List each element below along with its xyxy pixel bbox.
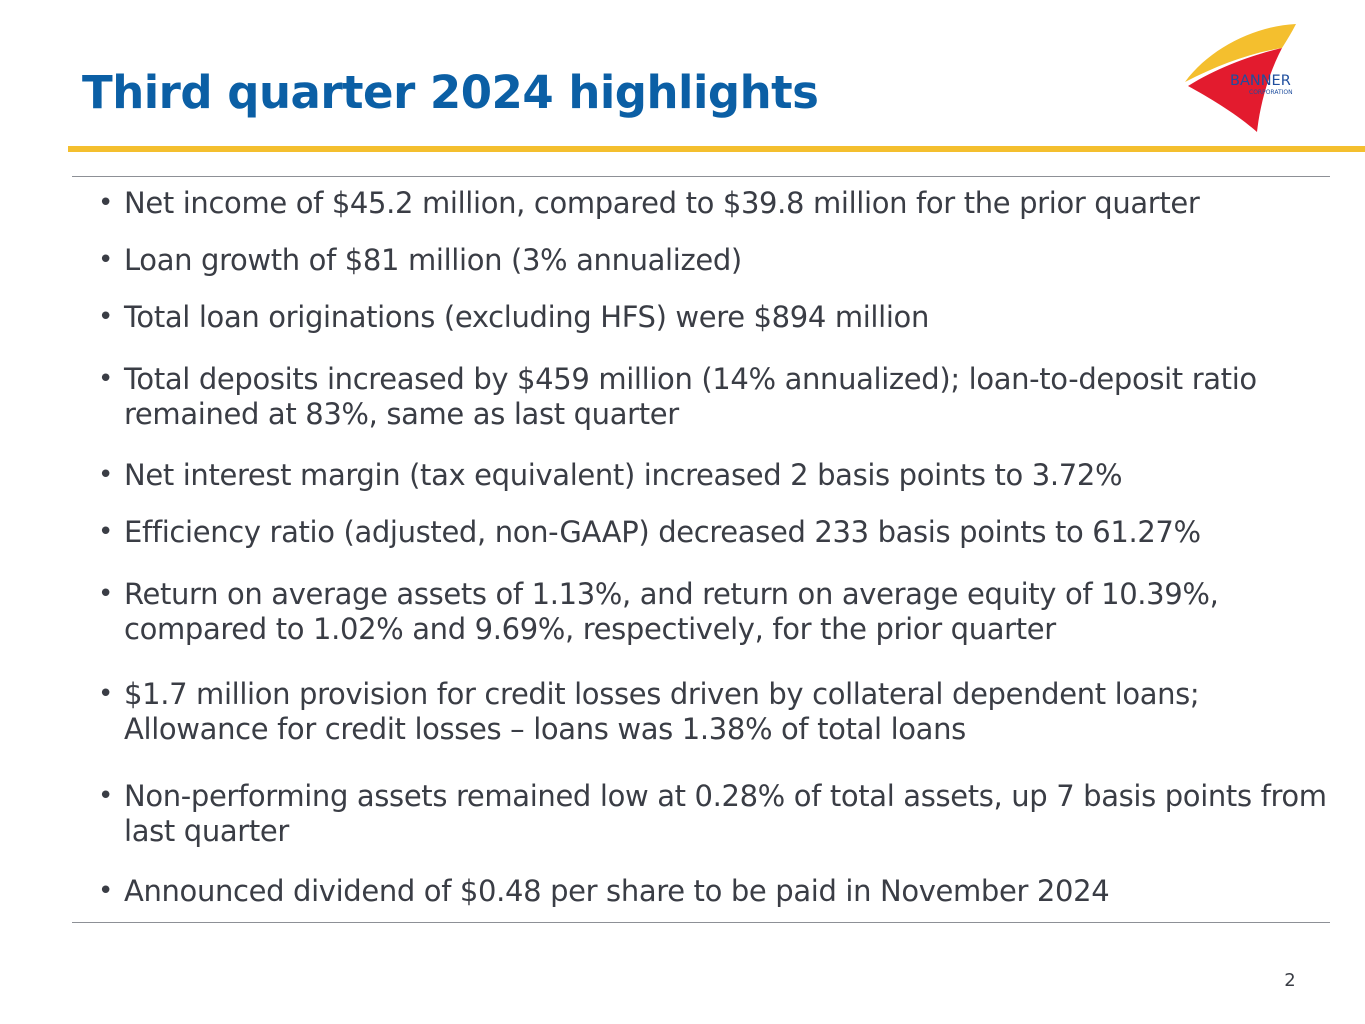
highlight-item	[98, 186, 1339, 221]
highlight-item	[98, 874, 1339, 909]
bullet-dot-icon: •	[98, 188, 113, 218]
highlight-item	[98, 779, 1339, 849]
banner-corporation-logo	[1180, 20, 1310, 135]
page-number: 2	[1284, 970, 1296, 991]
slide-title: Third quarter 2024 highlights	[82, 66, 819, 119]
bullet-dot-icon: •	[98, 679, 113, 709]
highlight-item	[98, 458, 1339, 493]
logo-wordmark: BANNER	[1230, 73, 1291, 89]
highlight-item	[98, 515, 1339, 550]
bullet-dot-icon: •	[98, 245, 113, 275]
highlight-text: Return on average assets of 1.13%, and return on average equity of 10.39%, compared to 1.02% and 9.69%, respectively, for the prior quarter	[124, 577, 1219, 646]
bullet-dot-icon: •	[98, 460, 113, 490]
highlight-text: Net income of $45.2 million, compared to $39.8 million for the prior quarter	[124, 186, 1200, 220]
highlight-text: Net interest margin (tax equivalent) increased 2 basis points to 3.72%	[124, 458, 1123, 492]
content-bottom-divider	[72, 922, 1330, 923]
bullet-dot-icon: •	[98, 364, 113, 394]
highlight-item	[98, 362, 1339, 432]
logo-subtitle: CORPORATION	[1249, 89, 1293, 96]
bullet-dot-icon: •	[98, 781, 113, 811]
highlight-text: Total loan originations (excluding HFS) were $894 million	[124, 300, 929, 334]
bullet-dot-icon: •	[98, 302, 113, 332]
highlight-item	[98, 577, 1339, 647]
highlight-text: Loan growth of $81 million (3% annualized)	[124, 243, 742, 277]
highlight-text: Total deposits increased by $459 million (14% annualized); loan-to-deposit ratio remained at 83%, same as last quarter	[124, 362, 1257, 431]
highlight-text: Efficiency ratio (adjusted, non-GAAP) decreased 233 basis points to 61.27%	[124, 515, 1201, 549]
title-underline-gold	[68, 146, 1365, 152]
highlight-text: Non-performing assets remained low at 0.28% of total assets, up 7 basis points from last quarter	[124, 779, 1327, 848]
bullet-dot-icon: •	[98, 876, 113, 906]
highlight-item	[98, 243, 1339, 278]
bullet-dot-icon: •	[98, 517, 113, 547]
highlight-item	[98, 300, 1339, 335]
highlight-text: Announced dividend of $0.48 per share to be paid in November 2024	[124, 874, 1110, 908]
highlight-item	[98, 677, 1339, 747]
content-top-divider	[72, 176, 1330, 177]
highlight-text: $1.7 million provision for credit losses driven by collateral dependent loans; Allowance for credit losses – loans was 1.38% of total loans	[124, 677, 1200, 746]
bullet-dot-icon: •	[98, 579, 113, 609]
